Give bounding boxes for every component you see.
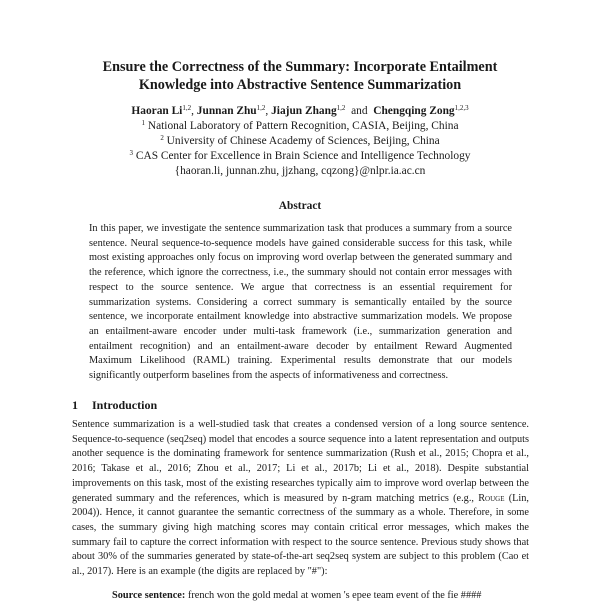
affiliation bbox=[40, 134, 560, 148]
author-affiliation-mark: 1,2 bbox=[256, 104, 266, 112]
title-line-1: Ensure the Correctness of the Summary: Incorporate Entailment bbox=[102, 59, 498, 75]
affiliation-mark: 2 bbox=[160, 134, 164, 142]
section-heading bbox=[72, 398, 157, 413]
email-addresses: {haoran.li, junnan.zhu, jjzhang, cqzong}@nlpr.ia.ac.cn bbox=[174, 165, 426, 177]
rouge-metric-name: Rouge bbox=[478, 492, 505, 504]
abstract-heading: Abstract bbox=[278, 200, 322, 212]
author-conjunction: and bbox=[351, 105, 368, 117]
intro-text-part-1: Sentence summarization is a well-studied task that creates a condensed version of a long source sentence. Sequence-to-sequence (seq2seq) model that encodes a source sequence into a latent representation and outputs another sequence is the dominating framework for sentence summarization (Rush et al., 2015; Chopra et al., 2016; Takase et al., 2016; Zhou et al., 2017; Li et al., 2017b; Li et al., 2018). Despite substantial improvements on this task, most of the existing researches typically aim to improve word overlap between the generated summary and the references, which is measured by n-gram matching metrics (e.g., bbox=[72, 419, 529, 504]
example-text: french won the gold medal at women 's epee team event of the fie #### bbox=[187, 590, 482, 601]
affiliation-mark: 3 bbox=[129, 149, 134, 157]
introduction-paragraph bbox=[72, 418, 529, 580]
intro-text-part-2: (Lin, 2004)). Hence, it cannot guarantee the semantic correctness of the summary as a whole. Therefore, in some cases, the summary giving high matching scores may contain critical error messages, which makes the summary fail to capture the correct information with respect to the source sentence. Previous study shows that about 30% of the summaries generated by state-of-the-art seq2seq system are subject to this problem (Cao et al., 2017). Here is an example (the digits are replaced by "#"): bbox=[72, 492, 530, 578]
affiliation-text: National Laboratory of Pattern Recognition, CASIA, Beijing, China bbox=[147, 120, 459, 132]
author-name: Jiajun Zhang bbox=[271, 105, 337, 117]
author-affiliation-mark: 1,2 bbox=[182, 104, 192, 112]
example-source-sentence bbox=[112, 589, 481, 603]
affiliation-text: CAS Center for Excellence in Brain Science and Intelligence Technology bbox=[135, 150, 471, 162]
affiliation bbox=[40, 149, 560, 163]
abstract-body: In this paper, we investigate the sentence summarization task that produces a summary from a source sentence. Neural sequence-to-sequence models have gained considerable success for this task, while most existing approaches only focus on improving word overlap between the generated summary and the reference, which ignore the correctness, i.e., the summary should not contain error messages with respect to the source sentence. We argue that correctness is an essential requirement for summarization systems. Considering a correct summary is semantically entailed by the source sentence, we incorporate entailment knowledge into abstractive summarization models. We propose an entailment-aware encoder under multi-task framework (i.e., summarization generation and entailment recognition) and an entailment-aware decoder by entailment Reward Augmented Maximum Likelihood (RAML) training. Experimental results demonstrate that our models significantly outperform baselines from the aspects of informativeness and correctness. bbox=[89, 223, 512, 382]
title-line-2: Knowledge into Abstractive Sentence Summarization bbox=[138, 77, 462, 93]
author-name: Haoran Li bbox=[131, 105, 183, 117]
affiliation bbox=[40, 119, 560, 133]
section-number: 1 bbox=[72, 398, 78, 412]
author-name: Chengqing Zong bbox=[373, 105, 455, 117]
paper-title bbox=[60, 58, 540, 94]
author-affiliation-mark: 1,2 bbox=[336, 104, 346, 112]
affiliation-text: University of Chinese Academy of Sciences, Beijing, China bbox=[166, 135, 440, 147]
section-title: Introduction bbox=[92, 398, 158, 412]
author-list: Haoran Li$^{1,2}$, Junnan Zhu$^{1,2}$, Jiajun Zhang$^{1,2}$ and Chengqing Zong$^{1,2,3}$ bbox=[131, 104, 469, 117]
example-label: Source sentence: bbox=[112, 590, 186, 601]
author-affiliation-mark: 1,2,3 bbox=[454, 104, 469, 112]
author-name: Junnan Zhu bbox=[196, 105, 257, 117]
affiliation-mark: 1 bbox=[141, 119, 145, 127]
